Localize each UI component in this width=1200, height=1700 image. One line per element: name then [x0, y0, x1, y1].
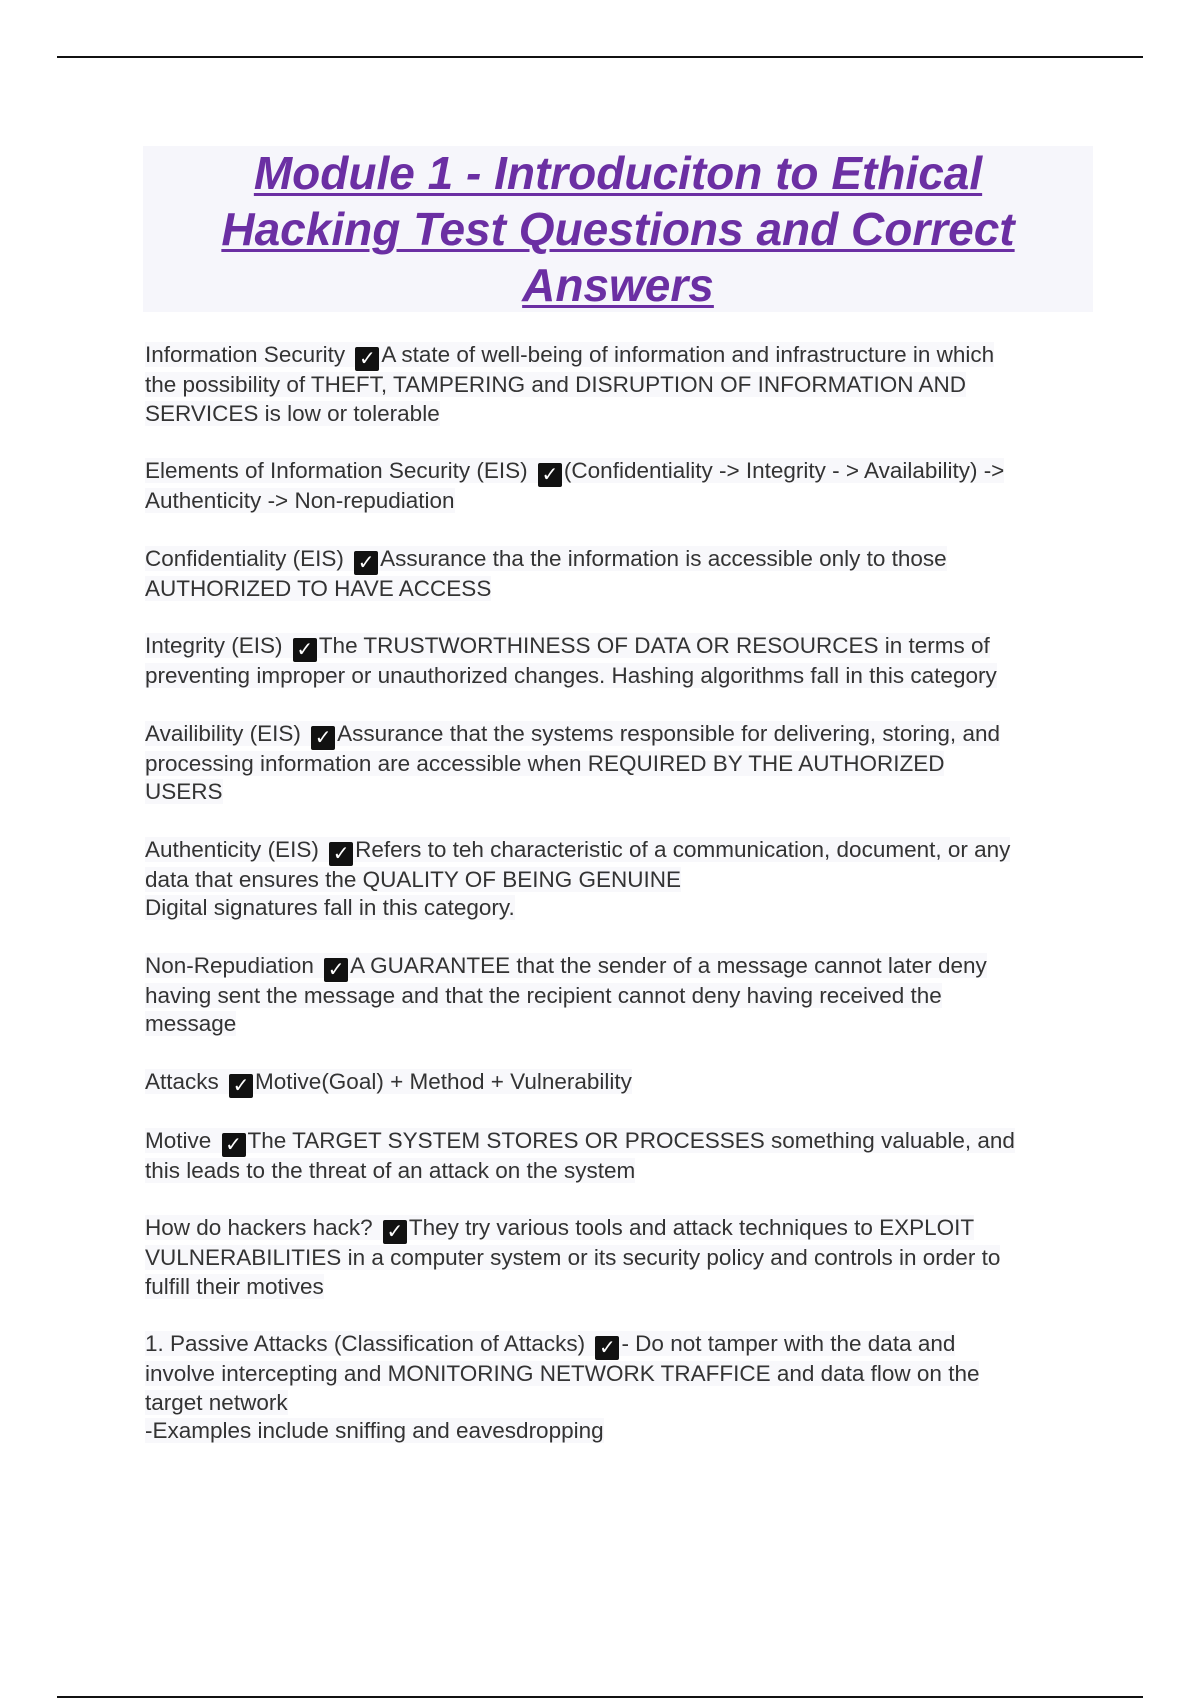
answer-line [145, 1418, 604, 1443]
checkmark-icon: ✓ [293, 638, 317, 662]
answer-text: fulfill their motives [145, 1273, 324, 1299]
question-term: Elements of Information Security (EIS) [145, 458, 528, 483]
answer-line [145, 663, 997, 688]
qa-first-line [145, 836, 1011, 865]
qa-list [145, 341, 1095, 1446]
question-term: Confidentiality (EIS) [145, 545, 344, 571]
checkmark-icon: ✓ [538, 463, 562, 487]
title-line-1: Module 1 - Introduciton to Ethical [253, 147, 983, 199]
qa-entry [145, 545, 1095, 604]
checkmark-icon: ✓ [354, 551, 378, 575]
answer-text: They try various tools and attack techniques to EXPLOIT [408, 1215, 975, 1240]
qa-first-line [145, 633, 990, 661]
answer-text: preventing improper or unauthorized changes. Hashing algorithms fall in this category [145, 663, 997, 688]
question-term: Integrity (EIS) [145, 633, 283, 658]
answer-text: - Do not tamper with the data and [621, 1331, 956, 1356]
qa-first-line [145, 458, 1005, 486]
answer-text: (Confidentiality -> Integrity - > Availability) -> [563, 458, 1005, 483]
answer-line [145, 751, 944, 776]
answer-text: message [145, 1011, 237, 1036]
qa-first-line [145, 952, 987, 981]
checkmark-icon: ✓ [355, 347, 379, 371]
qa-first-line [145, 1068, 632, 1097]
title-line-3: Answers [522, 259, 714, 311]
qa-first-line [145, 342, 995, 370]
answer-text: processing information are accessible when REQUIRED BY THE AUTHORIZED [145, 750, 945, 776]
answer-text: this leads to the threat of an attack on the system [145, 1157, 636, 1183]
answer-text: The TARGET SYSTEM STORES OR PROCESSES something valuable, and [247, 1127, 1015, 1153]
question-term: Information Security [145, 342, 346, 367]
answer-text: A GUARANTEE that the sender of a message cannot later deny [350, 952, 987, 978]
qa-entry [145, 720, 1095, 807]
answer-text: USERS [145, 779, 223, 804]
answer-line [145, 576, 491, 601]
checkmark-icon: ✓ [595, 1336, 619, 1360]
answer-text: the possibility of THEFT, TAMPERING and DISRUPTION OF INFORMATION AND [145, 372, 966, 397]
answer-text: Digital signatures fall in this category. [145, 895, 515, 920]
answer-text: A state of well-being of information and infrastructure in which [381, 342, 995, 367]
page-title [143, 145, 1093, 313]
checkmark-icon: ✓ [329, 842, 353, 866]
question-term: How do hackers hack? [145, 1215, 373, 1240]
qa-entry [145, 457, 1095, 516]
answer-line [145, 401, 440, 426]
qa-entry [145, 341, 1095, 428]
answer-line [145, 983, 942, 1008]
answer-text: SERVICES is low or tolerable [145, 400, 440, 426]
bottom-rule [57, 1696, 1143, 1698]
checkmark-icon: ✓ [324, 958, 348, 982]
answer-text: target network [145, 1389, 288, 1415]
answer-line [145, 1158, 635, 1183]
qa-entry [145, 836, 1095, 923]
answer-text: Refers to teh characteristic of a communication, document, or any [355, 836, 1011, 862]
top-rule [57, 56, 1143, 58]
answer-text: Motive(Goal) + Method + Vulnerability [255, 1068, 632, 1094]
answer-line [145, 488, 455, 513]
answer-text: VULNERABILITIES in a computer system or its security policy and controls in order to [145, 1245, 1001, 1270]
question-term: Non-Repudiation [145, 952, 314, 978]
checkmark-icon: ✓ [311, 726, 335, 750]
answer-text: The TRUSTWORTHINESS OF DATA OR RESOURCES in terms of [318, 633, 990, 658]
question-term: Availibility (EIS) [145, 720, 301, 746]
answer-line [145, 1245, 1000, 1270]
qa-first-line [145, 1127, 1015, 1156]
answer-text: AUTHORIZED TO HAVE ACCESS [145, 575, 492, 601]
checkmark-icon: ✓ [229, 1074, 253, 1098]
answer-text: Assurance that the systems responsible for delivering, storing, and [337, 720, 1000, 746]
answer-line [145, 1011, 236, 1036]
answer-line [145, 1361, 979, 1386]
qa-entry [145, 1068, 1095, 1098]
qa-entry [145, 1214, 1095, 1301]
checkmark-icon: ✓ [222, 1133, 246, 1157]
answer-line [145, 779, 223, 804]
answer-line [145, 867, 681, 892]
answer-text: involve intercepting and MONITORING NETWORK TRAFFICE and data flow on the [145, 1361, 980, 1386]
question-term: Attacks [145, 1068, 219, 1094]
answer-line [145, 895, 515, 920]
question-term: 1. Passive Attacks (Classification of Attacks) [145, 1331, 586, 1356]
answer-text: Authenticity -> Non-repudiation [145, 488, 455, 513]
title-box [143, 146, 1093, 312]
title-line-2: Hacking Test Questions and Correct [221, 203, 1015, 255]
qa-entry [145, 1127, 1095, 1186]
answer-text: data that ensures the QUALITY OF BEING GENUINE [145, 866, 682, 892]
question-term: Authenticity (EIS) [145, 836, 319, 862]
answer-text: Assurance tha the information is accessible only to those [380, 545, 947, 571]
checkmark-icon: ✓ [383, 1220, 407, 1244]
qa-first-line [145, 720, 1000, 749]
answer-line [145, 1274, 324, 1299]
qa-first-line [145, 1331, 956, 1359]
question-term: Motive [145, 1127, 212, 1153]
answer-line [145, 372, 966, 397]
qa-entry [145, 952, 1095, 1039]
answer-line [145, 1390, 288, 1415]
qa-first-line [145, 1215, 975, 1243]
answer-text: -Examples include sniffing and eavesdropping [145, 1418, 604, 1443]
qa-first-line [145, 545, 947, 574]
qa-entry [145, 1330, 1095, 1446]
qa-entry [145, 632, 1095, 691]
answer-text: having sent the message and that the recipient cannot deny having received the [145, 982, 942, 1008]
